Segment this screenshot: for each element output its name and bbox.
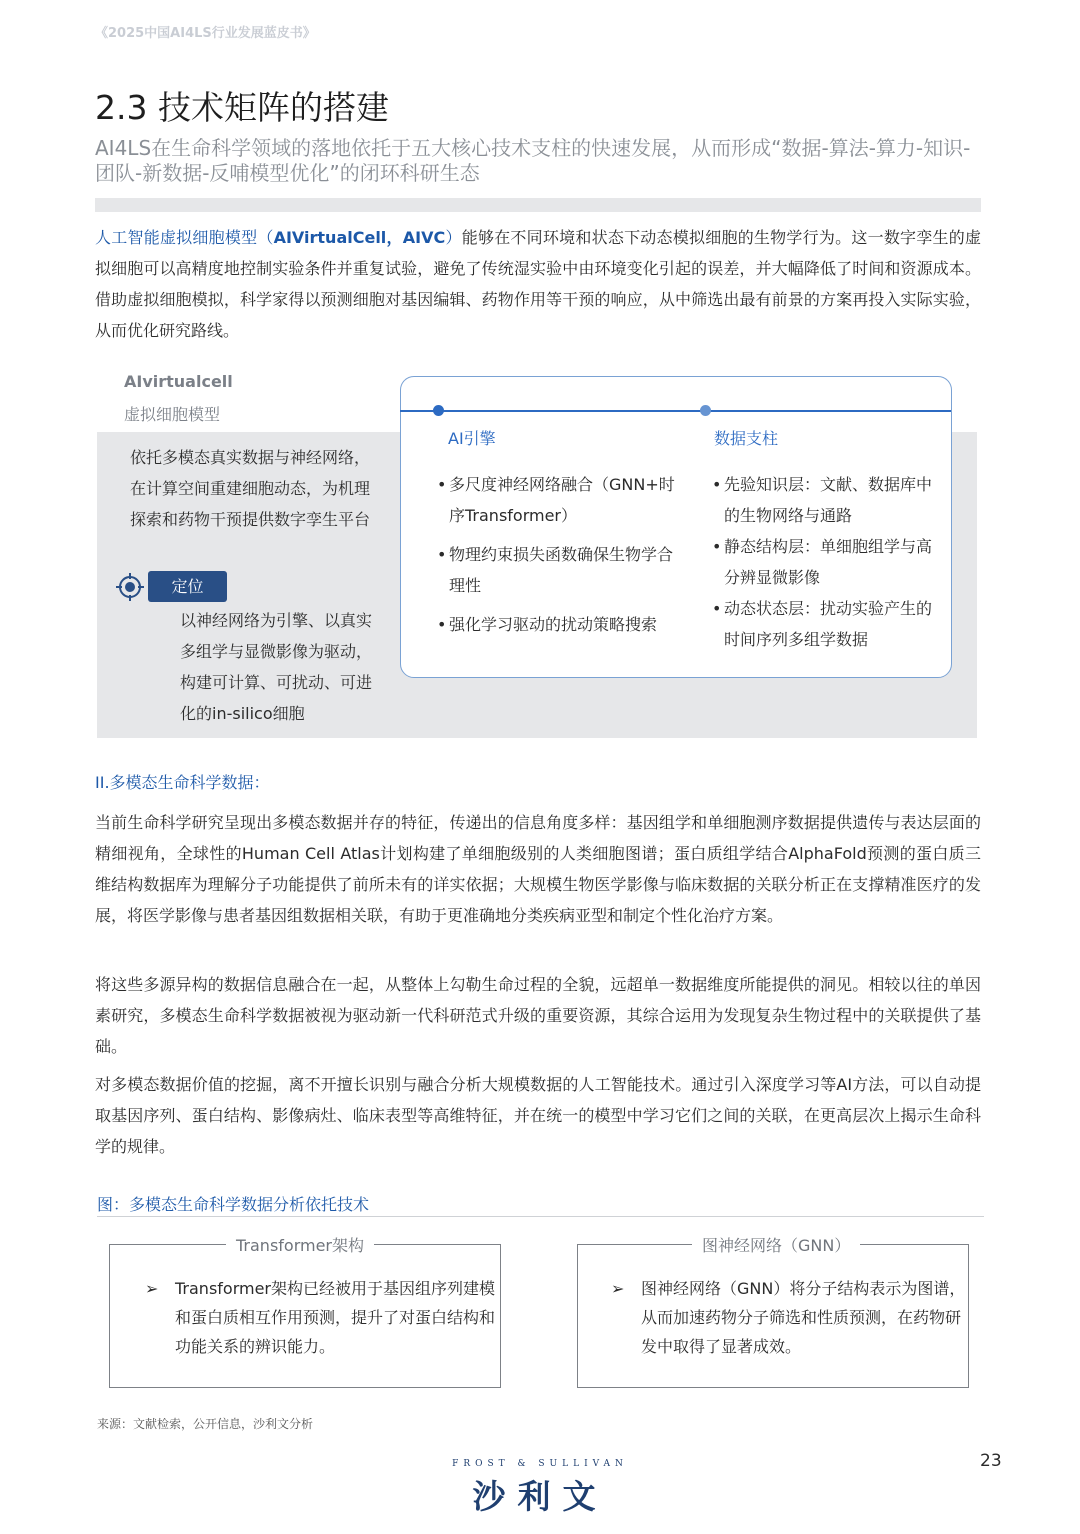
virtual-cell-title-en: AIvirtualcell [124, 372, 233, 391]
list-item: • 强化学习驱动的扰动策略搜索 [437, 609, 687, 640]
source-note: 来源：文献检索，公开信息，沙利文分析 [97, 1417, 314, 1431]
transformer-box-text: Transformer架构已经被用于基因组序列建模和蛋白质相互作用预测，提升了对蛋白结构和功能关系的辨识能力。 [175, 1279, 496, 1356]
position-badge: 定位 [148, 571, 227, 602]
intro-bold: AIVirtualCell，AIVC [273, 228, 446, 247]
title-divider [95, 198, 981, 212]
section-title: 2.3 技术矩阵的搭建 [95, 88, 389, 127]
virtual-cell-title-cn: 虚拟细胞模型 [124, 405, 221, 424]
transformer-box-content [145, 1274, 505, 1361]
virtual-cell-description: 依托多模态真实数据与神经网络，在计算空间重建细胞动态，为机理探索和药物干预提供数字孪生平台 [130, 448, 371, 529]
arrow-right-icon: ➢ [145, 1279, 159, 1298]
list-item: • 先验知识层：文献、数据库中的生物网络与通路 [712, 469, 944, 531]
position-description: 以神经网络为引擎、以真实多组学与显微影像为驱动，构建可计算、可扰动、可进化的in-silico细胞 [180, 611, 373, 723]
intro-lead-close: ） [445, 228, 462, 247]
transformer-box-title: Transformer架构 [226, 1233, 374, 1256]
list-item: • 动态状态层：扰动实验产生的时间序列多组学数据 [712, 593, 944, 655]
data-pillar-list [712, 469, 944, 655]
section2-paragraph-2: 将这些多源异构的数据信息融合在一起，从整体上勾勒生命过程的全貌，远超单一数据维度所能提供的洞见。相较以往的单因素研究，多模态生命科学数据被视为驱动新一代科研范式升级的重要资源，其综合运用为发现复杂生物过程中的关联提供了基础。 [95, 975, 981, 1056]
gnn-box-text: 图神经网络（GNN）将分子结构表示为图谱，从而加速药物分子筛选和性质预测，在药物研发中取得了显著成效。 [641, 1279, 966, 1356]
list-item: • 物理约束损失函数确保生物学合理性 [437, 539, 687, 601]
document-header-title: 《2025中国AI4LS行业发展蓝皮书》 [95, 26, 316, 41]
list-item: • 静态结构层：单细胞组学与高分辨显微影像 [712, 531, 944, 593]
section-subtitle: AI4LS在生命科学领域的落地依托于五大核心技术支柱的快速发展，从而形成“数据-算法-算力-知识-团队-新数据-反哺模型优化”的闭环科研生态 [95, 136, 971, 185]
arrow-right-icon: ➢ [611, 1279, 625, 1298]
gnn-box-content [611, 1274, 973, 1361]
engine-dot-icon [433, 405, 444, 416]
logo-text-cn: 沙利文 [472, 1477, 608, 1516]
intro-lead: 人工智能虚拟细胞模型（ [95, 228, 274, 247]
section2-paragraph-1: 当前生命科学研究呈现出多模态数据并存的特征，传递出的信息角度多样：基因组学和单细胞测序数据提供遗传与表达层面的精细视角，全球性的Human Cell Atlas计划构建了单细胞级别的人类细胞图谱；蛋白质组学结合AlphaFold预测的蛋白质三维结构数据库为理解分子功能提供了前所未有的详实依据；大规模生物医学影像与临床数据的关联分析正在支撑精准医疗的发展，将医学影像与患者基因组数据相关联，有助于更准确地分类疾病亚型和制定个性化治疗方案。 [95, 813, 981, 925]
logo-text-en: FROST & SULLIVAN [452, 1459, 628, 1469]
target-icon [115, 572, 145, 602]
data-pillar-heading: 数据支柱 [714, 429, 779, 448]
ai-engine-heading: AI引擎 [448, 429, 496, 448]
figure-title: 图：多模态生命科学数据分析依托技术 [97, 1195, 370, 1214]
section2-paragraph-3: 对多模态数据价值的挖掘，离不开擅长识别与融合分析大规模数据的人工智能技术。通过引入深度学习等AI方法，可以自动提取基因序列、蛋白结构、影像病灶、临床表型等高维特征，并在统一的模型中学习它们之间的关联，在更高层次上揭示生命科学的规律。 [95, 1075, 981, 1156]
ai-engine-list [437, 469, 687, 648]
figure-divider [97, 1216, 984, 1217]
gnn-box-title: 图神经网络（GNN） [692, 1233, 860, 1256]
ai-box-connector-line [400, 410, 951, 412]
intro-text: 能够在不同环境和状态下动态模拟细胞的生物学行为。这一数字孪生的虚拟细胞可以高精度地控制实验条件并重复试验，避免了传统湿实验中由环境变化引起的误差，并大幅降低了时间和资源成本。借助虚拟细胞模拟，科学家得以预测细胞对基因编辑、药物作用等干预的响应，从中筛选出最有前景的方案再投入实际实验，从而优化研究路线。 [95, 228, 981, 340]
data-dot-icon [700, 405, 711, 416]
intro-paragraph [95, 222, 981, 346]
section2-heading: II.多模态生命科学数据： [95, 773, 270, 792]
page-number: 23 [980, 1451, 1002, 1471]
list-item: • 多尺度神经网络融合（GNN+时序Transformer） [437, 469, 687, 531]
